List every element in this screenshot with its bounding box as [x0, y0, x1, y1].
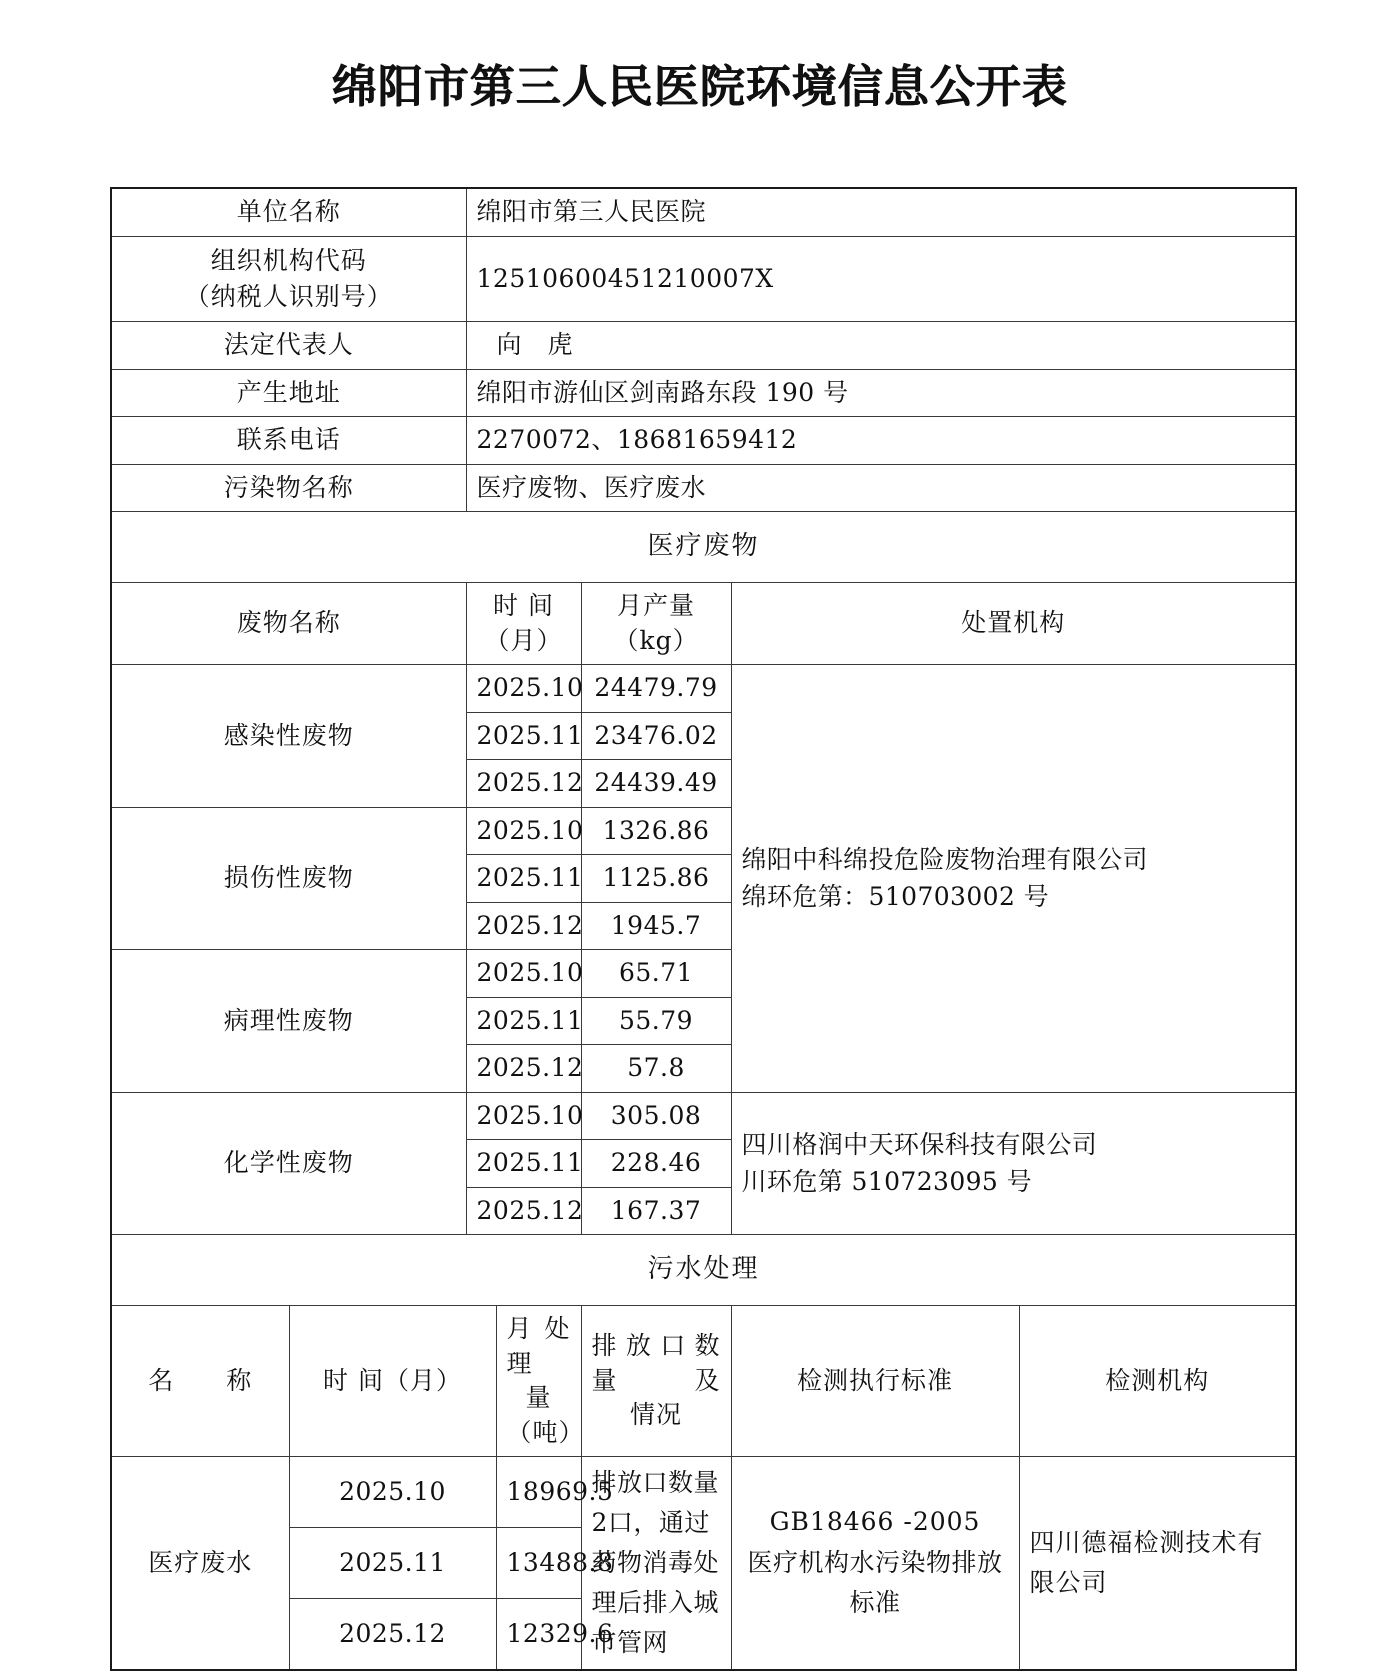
table-row	[111, 1092, 1296, 1140]
page-title: 绵阳市第三人民医院环境信息公开表	[331, 60, 1068, 113]
environment-disclosure-table	[110, 187, 1297, 1671]
header-ww-agency: 检测机构	[1019, 1306, 1296, 1457]
table-row	[111, 665, 1296, 713]
header-disposal-org: 处置机构	[731, 583, 1296, 665]
info-row-legal-rep	[111, 322, 1296, 370]
waste-month-2-0: 2025.10	[466, 950, 581, 998]
header-ww-outlet-line1: 排放口数量及	[591, 1331, 721, 1395]
info-row-address	[111, 369, 1296, 417]
medical-waste-section-title: 医疗废物	[111, 512, 1296, 583]
header-ww-outlet	[581, 1306, 731, 1457]
waste-month-1-0: 2025.10	[466, 807, 581, 855]
waste-amount-1-2: 1945.7	[581, 902, 731, 950]
waste-amount-3-0: 305.08	[581, 1092, 731, 1140]
waste-month-0-0: 2025.10	[466, 665, 581, 713]
waste-month-3-0: 2025.10	[466, 1092, 581, 1140]
wastewater-standard-cell	[731, 1457, 1019, 1671]
wastewater-outlet-description: 排放口数量 2口，通过药物消毒处理后排入城市管网	[581, 1457, 731, 1671]
header-waste-output: 月产量（kg）	[581, 583, 731, 665]
wastewater-name: 医疗废水	[111, 1457, 289, 1671]
header-ww-volume	[496, 1306, 585, 1457]
waste-month-3-2: 2025.12	[466, 1187, 581, 1235]
info-value-pollutant-name: 医疗废物、医疗废水	[466, 464, 1296, 512]
medical-waste-column-headers	[111, 583, 1296, 665]
medical-waste-section-header	[111, 512, 1296, 583]
waste-amount-0-0: 24479.79	[581, 665, 731, 713]
ww-volume-2: 12329.6	[496, 1598, 581, 1670]
header-ww-outlet-line2: 情况	[630, 1400, 683, 1430]
waste-month-2-2: 2025.12	[466, 1045, 581, 1093]
waste-amount-2-2: 57.8	[581, 1045, 731, 1093]
waste-month-1-1: 2025.11	[466, 855, 581, 903]
info-row-phone	[111, 417, 1296, 465]
info-value-legal-rep: 向 虎	[466, 322, 1296, 370]
disposal-org-1-name: 绵阳中科绵投危险废物治理有限公司	[741, 844, 1148, 874]
ww-volume-0: 18969.5	[496, 1457, 581, 1528]
info-value-address: 绵阳市游仙区剑南路东段 190 号	[466, 369, 1296, 417]
wastewater-agency: 四川德福检测技术有限公司	[1019, 1457, 1296, 1671]
waste-group-name-2: 病理性废物	[111, 950, 466, 1093]
waste-amount-2-0: 65.71	[581, 950, 731, 998]
wastewater-section-title: 污水处理	[111, 1235, 1296, 1306]
ww-month-1: 2025.11	[289, 1527, 496, 1598]
info-label-pollutant-name: 污染物名称	[111, 464, 466, 512]
info-row-pollutant-name	[111, 464, 1296, 512]
waste-amount-3-1: 228.46	[581, 1140, 731, 1188]
header-ww-volume-line1: 月 处 理	[506, 1314, 571, 1378]
waste-group-name-1: 损伤性废物	[111, 807, 466, 950]
info-row-unit-name	[111, 188, 1296, 236]
info-label-unit-name: 单位名称	[111, 188, 466, 236]
info-label-address: 产生地址	[111, 369, 466, 417]
waste-month-1-2: 2025.12	[466, 902, 581, 950]
wastewater-section-header	[111, 1235, 1296, 1306]
info-label-phone: 联系电话	[111, 417, 466, 465]
waste-amount-1-0: 1326.86	[581, 807, 731, 855]
disposal-org-cell-1	[731, 665, 1296, 1093]
waste-amount-3-2: 167.37	[581, 1187, 731, 1235]
waste-month-2-1: 2025.11	[466, 997, 581, 1045]
wastewater-column-headers	[111, 1306, 1296, 1457]
waste-month-0-2: 2025.12	[466, 760, 581, 808]
disposal-org-1-license: 绵环危第：510703002 号	[741, 882, 1050, 912]
disposal-org-2-name: 四川格润中天环保科技有限公司	[741, 1129, 1098, 1159]
header-waste-time: 时 间（月）	[466, 583, 581, 665]
info-value-org-code: 12510600451210007X	[466, 236, 1296, 322]
header-ww-time: 时 间（月）	[289, 1306, 496, 1457]
wastewater-standard-code: GB18466 -2005	[769, 1507, 981, 1537]
waste-amount-2-1: 55.79	[581, 997, 731, 1045]
table-row	[111, 1457, 1296, 1528]
waste-amount-0-2: 24439.49	[581, 760, 731, 808]
wastewater-standard-name: 医疗机构水污染物排放标准	[747, 1547, 1003, 1618]
info-label-org-code	[111, 236, 466, 322]
waste-group-name-0: 感染性废物	[111, 665, 466, 808]
waste-amount-0-1: 23476.02	[581, 712, 731, 760]
waste-month-0-1: 2025.11	[466, 712, 581, 760]
ww-month-2: 2025.12	[289, 1598, 496, 1670]
header-ww-volume-line2: 量（吨）	[506, 1383, 585, 1447]
info-value-unit-name: 绵阳市第三人民医院	[466, 188, 1296, 236]
info-label-legal-rep: 法定代表人	[111, 322, 466, 370]
info-label-org-code-line1: 组织机构代码	[210, 245, 367, 275]
waste-month-3-1: 2025.11	[466, 1140, 581, 1188]
ww-volume-1: 13488.8	[496, 1527, 581, 1598]
info-row-org-code	[111, 236, 1296, 322]
info-label-org-code-line2: （纳税人识别号）	[184, 281, 393, 311]
header-ww-name: 名 称	[111, 1306, 289, 1457]
header-ww-standard: 检测执行标准	[731, 1306, 1019, 1457]
disposal-org-2-license: 川环危第 510723095 号	[741, 1167, 1032, 1197]
waste-amount-1-1: 1125.86	[581, 855, 731, 903]
info-value-phone: 2270072、18681659412	[466, 417, 1296, 465]
ww-month-0: 2025.10	[289, 1457, 496, 1528]
waste-group-name-3: 化学性废物	[111, 1092, 466, 1235]
header-waste-name: 废物名称	[111, 583, 466, 665]
disposal-org-cell-2	[731, 1092, 1296, 1235]
